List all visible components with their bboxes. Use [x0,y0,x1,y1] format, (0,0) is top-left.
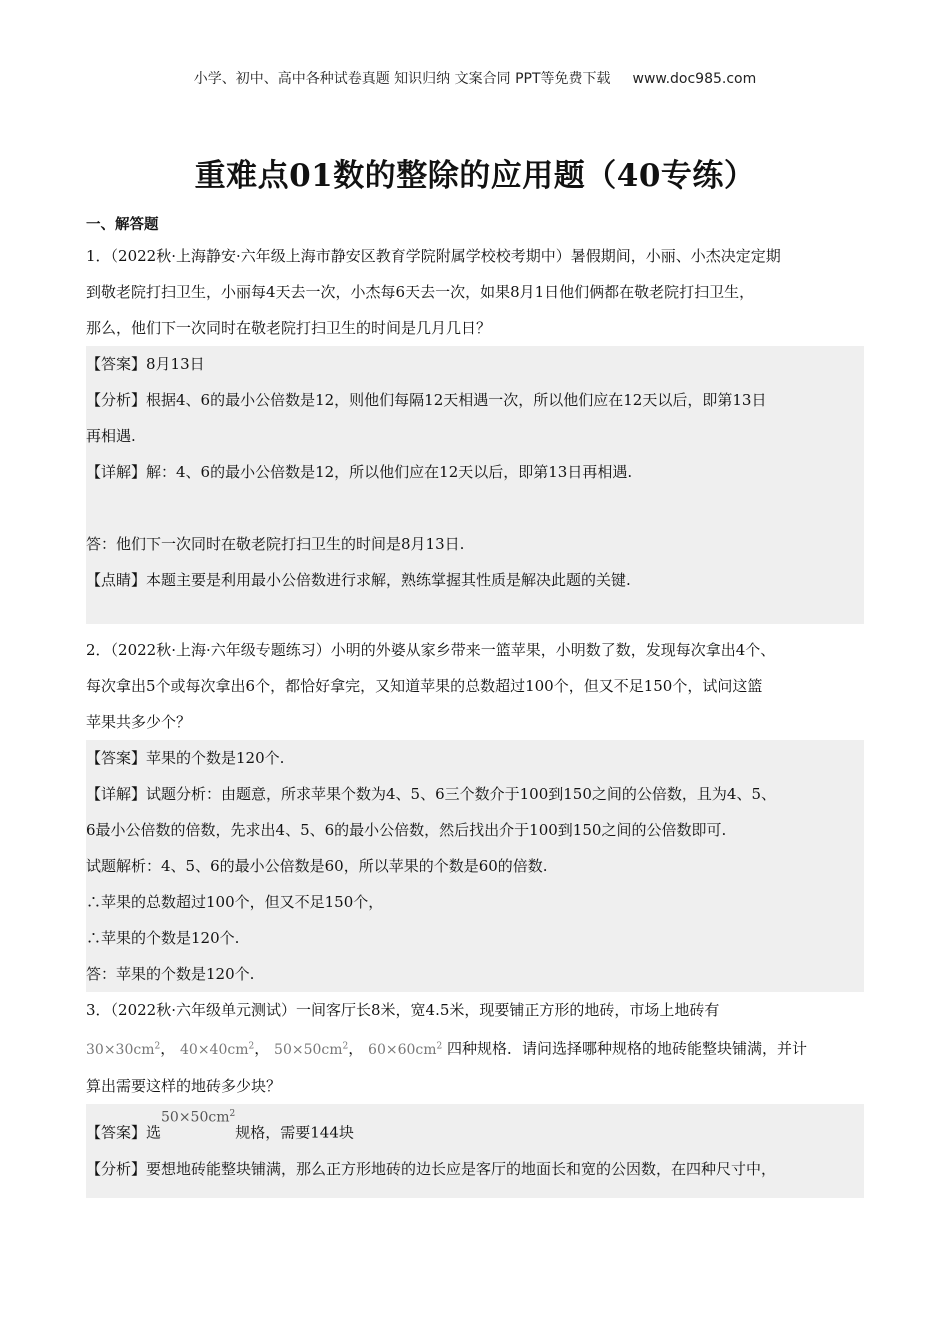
q3-line-3: 算出需要这样的地砖多少块？ [86,1076,282,1095]
tile-size-50: $50\times 50cm^2$ [274,1041,349,1058]
q1-line-3: 那么，他们下一次同时在敬老院打扫卫生的时间是几月几日？ [86,319,492,337]
header-url[interactable]: www.doc985.com [632,71,757,87]
blank-line [86,490,864,526]
q3-answer: 【答案】选$50\times 50cm^2$规格，需要144块 [86,1112,864,1152]
answer-formula: $50\times 50cm^2$ [161,1108,236,1126]
q2-detail-5: ∴苹果的个数是120个. [86,929,240,947]
question-2 [86,632,864,740]
site-header [0,68,950,88]
q3-analysis: 【分析】要想地砖能整块铺满，那么正方形地砖的边长应是客厅的地面长和宽的公因数，在四种尺寸中， [86,1160,777,1179]
q1-detail: 【详解】解：4、6的最小公倍数是12，所以他们应在12天以后，即第13日再相遇. [86,463,633,481]
header-text: 小学、初中、高中各种试卷真题 知识归纳 文案合同 PPT等免费下载 [193,71,611,87]
q2-line-1: 2．（2022秋·上海·六年级专题练习）小明的外婆从家乡带来一篮苹果，小明数了数，发现每次拿出4个、 [86,641,776,659]
question-1 [86,238,864,346]
q1-comment: 【点睛】本题主要是利用最小公倍数进行求解，熟练掌握其性质是解决此题的关键. [86,571,631,589]
q3-line-2-tail: 四种规格．请问选择哪种规格的地砖能整块铺满，并计 [447,1039,808,1058]
q1-line-2: 到敬老院打扫卫生，小丽每4天去一次，小杰每6天去一次，如果8月1日他们俩都在敬老院打扫卫生， [86,283,755,301]
q2-detail-4: ∴苹果的总数超过100个，但又不足150个， [86,893,384,911]
q2-detail-3: 试题解析：4、5、6的最小公倍数是60，所以苹果的个数是60的倍数. [86,857,548,875]
q2-line-2: 每次拿出5个或每次拿出6个，都恰好拿完，又知道苹果的总数超过100个，但又不足150个，试问这篮 [86,677,763,695]
q2-reply: 答：苹果的个数是120个. [86,965,255,983]
q3-line-1: 3．（2022秋·六年级单元测试）一间客厅长8米，宽4.5米，现要铺正方形的地砖，市场上地砖有 [86,1001,720,1019]
q3-answer-box [86,1104,864,1198]
q2-answer: 【答案】苹果的个数是120个. [86,749,285,767]
section-heading: 一、解答题 [86,216,159,233]
content [86,214,864,1198]
q2-detail-1: 【详解】试题分析：由题意，所求苹果个数为4、5、6三个数介于100到150之间的公倍数，且为4、5、 [86,785,776,803]
q1-line-1: 1．（2022秋·上海静安·六年级上海市静安区教育学院附属学校校考期中）暑假期间，小丽、小杰决定定期 [86,247,781,265]
q1-reply: 答：他们下一次同时在敬老院打扫卫生的时间是8月13日. [86,535,465,553]
q2-line-3: 苹果共多少个？ [86,713,192,731]
tile-size-30: $30\times 30cm^2$ [86,1041,161,1058]
q2-answer-box [86,740,864,992]
tile-size-60: $60\times 60cm^2$ [368,1041,443,1058]
q1-analysis-2: 再相遇. [86,427,136,445]
q1-analysis-1: 【分析】根据4、6的最小公倍数是12，则他们每隔12天相遇一次，所以他们应在12天以后，即第13日 [86,391,767,409]
tile-size-40: $40\times 40cm^2$ [180,1041,255,1058]
q1-answer: 【答案】8月13日 [86,355,205,373]
question-3 [86,992,864,1104]
document-title: 重难点01数的整除的应用题（40专练） [194,158,756,194]
q2-detail-2: 6最小公倍数的倍数，先求出4、5、6的最小公倍数，然后找出介于100到150之间的公倍数即可. [86,821,727,839]
q1-answer-box [86,346,864,624]
q3-line-2: $30\times 30cm^2$， $40\times 40cm^2$， $50\times 50cm^2$， $60\times 60cm^2$ 四种规格．请问选择哪种规格的地砖能整块铺满，并计 [86,1039,808,1058]
